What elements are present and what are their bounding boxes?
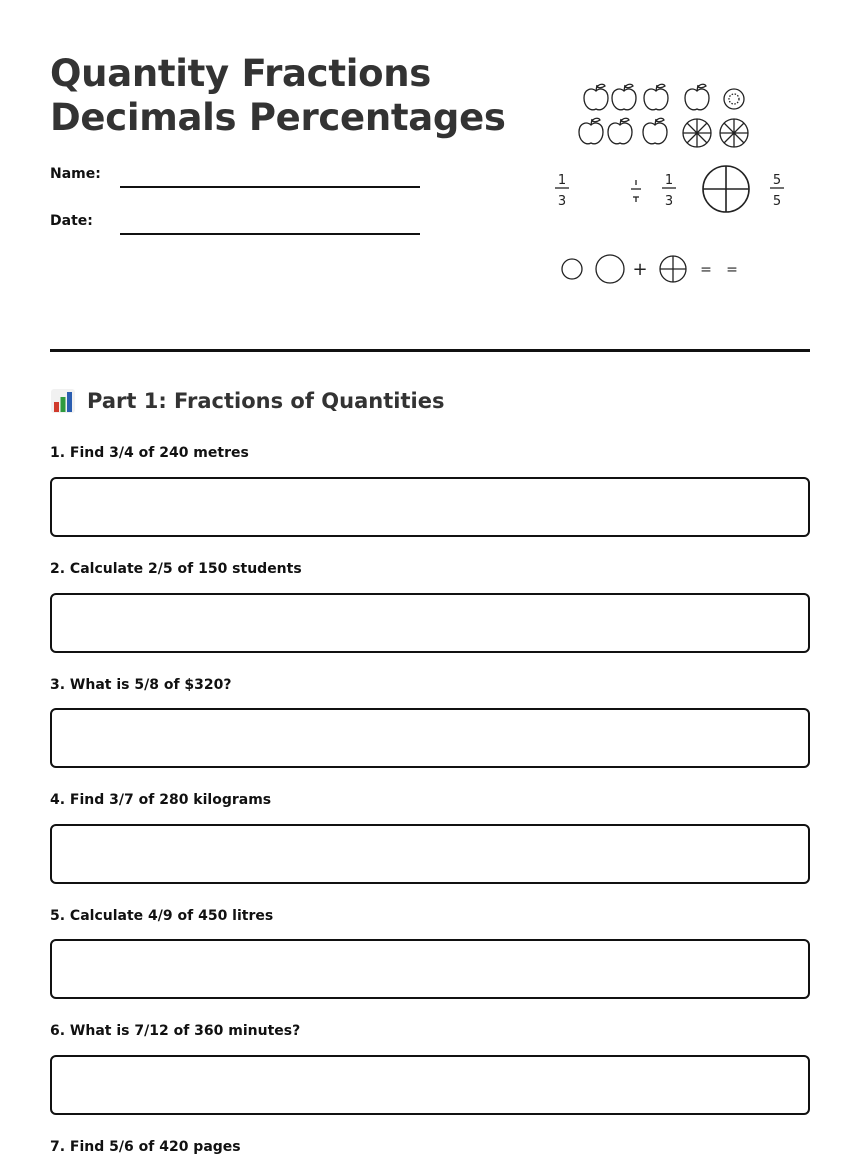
svg-text:+: + [632,259,648,280]
quartered-circle-icon [703,166,749,212]
worksheet-title [50,52,506,140]
question-1: 1. Find 3/4 of 240 metres [50,445,249,461]
question-6: 6. What is 7/12 of 360 minutes? [50,1023,301,1039]
circle-icon [596,255,624,283]
circle-icon [562,259,582,279]
title-line-1: Quantity Fractions [50,52,431,95]
answer-box-5[interactable] [50,939,810,999]
svg-text:1: 1 [664,173,674,188]
name-field[interactable] [120,186,420,188]
date-label: Date: [50,213,93,229]
header-divider [50,349,810,352]
answer-box-6[interactable] [50,1055,810,1115]
question-3: 3. What is 5/8 of $320? [50,677,232,693]
answer-box-2[interactable] [50,593,810,653]
question-7: 7. Find 5/6 of 420 pages [50,1139,241,1155]
svg-text:=: = [726,262,738,278]
small-fraction-glyph [631,180,641,202]
fraction-one-third-2 [662,173,676,209]
section-heading [50,388,444,414]
fraction-one-third-1 [555,173,569,209]
citrus-segments-icon [683,119,748,147]
bar-chart-icon [50,388,76,414]
section-title: Part 1: Fractions of Quantities [87,389,445,413]
svg-text:5: 5 [772,173,782,188]
fraction-five-fifths [770,173,784,209]
name-label: Name: [50,166,101,182]
citrus-slice-icon [724,89,744,109]
date-field[interactable] [120,233,420,235]
svg-text:5: 5 [772,194,782,209]
title-line-2: Decimals Percentages [50,96,506,139]
svg-text:1: 1 [557,173,567,188]
apples-icon [579,84,709,144]
question-2: 2. Calculate 2/5 of 150 students [50,561,302,577]
question-4: 4. Find 3/7 of 280 kilograms [50,792,272,808]
answer-box-4[interactable] [50,824,810,884]
svg-text:3: 3 [557,194,567,209]
fractions-illustration [540,70,810,300]
answer-box-1[interactable] [50,477,810,537]
svg-text:=: = [700,262,712,278]
quartered-circle-small-icon [660,256,686,282]
answer-box-3[interactable] [50,708,810,768]
question-5: 5. Calculate 4/9 of 450 litres [50,908,274,924]
svg-text:3: 3 [664,194,674,209]
equation-row [562,255,738,283]
